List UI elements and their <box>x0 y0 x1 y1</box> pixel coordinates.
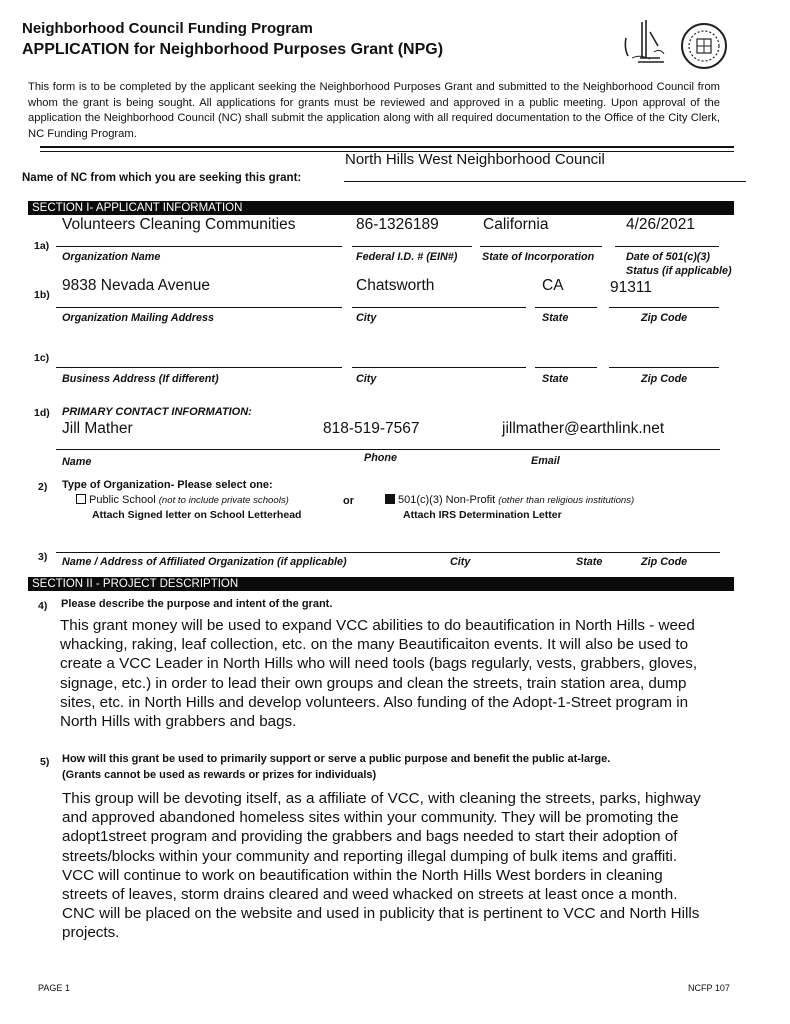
q4-text: Please describe the purpose and intent of the grant. <box>61 598 333 610</box>
section-2-header: SECTION II - PROJECT DESCRIPTION <box>28 577 734 591</box>
mailing-address-label: Organization Mailing Address <box>62 312 214 324</box>
business-address-label: Business Address (If different) <box>62 373 219 385</box>
contact-email-label: Email <box>531 455 560 467</box>
contact-phone-label: Phone <box>364 452 397 464</box>
business-zip-label: Zip Code <box>641 373 688 385</box>
business-city-label: City <box>356 373 377 385</box>
or-text: or <box>343 495 354 507</box>
primary-contact-heading: PRIMARY CONTACT INFORMATION: <box>62 406 252 418</box>
public-school-attach: Attach Signed letter on School Letterhead <box>92 509 302 521</box>
row-2-number: 2) <box>38 481 48 493</box>
contact-name-value[interactable]: Jill Mather <box>62 420 133 437</box>
affiliated-zip-label: Zip Code <box>641 556 688 568</box>
program-title: Neighborhood Council Funding Program <box>22 20 313 37</box>
row-1a-number: 1a) <box>34 240 50 252</box>
form-id: NCFP 107 <box>688 983 730 993</box>
q5-text-1: How will this grant be used to primarily support or serve a public purpose and benefit the public at-large. <box>62 753 611 765</box>
business-city-field[interactable] <box>352 367 526 368</box>
contact-name-label: Name <box>62 456 92 468</box>
public-school-label: Public School <box>89 494 156 506</box>
row-3-number: 3) <box>38 551 48 563</box>
org-name-value[interactable]: Volunteers Cleaning Communities <box>62 216 296 233</box>
public-school-option[interactable] <box>76 494 289 506</box>
contact-email-value[interactable]: jillmather@earthlink.net <box>502 420 665 437</box>
q4-number: 4) <box>38 600 48 612</box>
row-1c-number: 1c) <box>34 352 50 364</box>
nc-name-label: Name of NC from which you are seeking this grant: <box>22 172 302 184</box>
business-state-field[interactable] <box>535 367 597 368</box>
state-value[interactable]: CA <box>542 277 564 294</box>
public-school-checkbox[interactable] <box>76 494 86 504</box>
city-value[interactable]: Chatsworth <box>356 277 435 294</box>
nonprofit-note: (other than religious institutions) <box>498 495 635 506</box>
affiliated-state-label: State <box>576 556 603 568</box>
date-501c3-label: Date of 501(c)(3) <box>626 251 710 263</box>
form-title: APPLICATION for Neighborhood Purposes Grant (NPG) <box>22 41 444 58</box>
row-1d-number: 1d) <box>34 407 50 419</box>
org-name-label: Organization Name <box>62 251 161 263</box>
business-state-label: State <box>542 373 569 385</box>
city-hall-sketch-icon <box>620 18 672 66</box>
city-label: City <box>356 312 377 324</box>
page-number: PAGE 1 <box>38 983 70 993</box>
affiliated-city-label: City <box>450 556 471 568</box>
nc-name-line <box>344 181 746 182</box>
q5-number: 5) <box>40 756 50 768</box>
date-501c3-label-2: Status (if applicable) <box>626 265 732 277</box>
affiliated-org-field[interactable] <box>56 552 720 553</box>
public-school-note: (not to include private schools) <box>158 495 289 506</box>
nonprofit-label: 501(c)(3) Non-Profit <box>398 494 496 506</box>
org-type-heading: Type of Organization- Please select one: <box>62 479 273 491</box>
business-zip-field[interactable] <box>609 367 719 368</box>
nonprofit-attach: Attach IRS Determination Letter <box>403 509 562 521</box>
contact-phone-value[interactable]: 818-519-7567 <box>323 420 420 437</box>
affiliated-org-label: Name / Address of Affiliated Organization (if applicable) <box>62 556 347 568</box>
state-label: State <box>542 312 569 324</box>
q4-answer[interactable]: This grant money will be used to expand VCC abilities to do beautification in North Hills - weed whacking, raking, leaf collection, etc. on the many Beautificaiton events. It will also be used to create a VCC Leader in North Hills who will need tools (bags regularly, vests, grabbers, gloves, signage, etc.) in order to lead their own groups and clean the streets, train station area, dump sites, etc. in North Hills and develop volunteers. Also funding of the Adopt-1-Street program in North Hills with grabbers and bags. <box>60 617 698 731</box>
q5-text-2: (Grants cannot be used as rewards or prizes for individuals) <box>62 769 377 781</box>
intro-text: This form is to be completed by the applicant seeking the Neighborhood Purposes Grant and submitted to the Neighborhood Council from whom the grant is being sought. All applications for grants must be reviewed and approved in a public meeting. Upon approval of the application the Neighborhood Council (NC) shall submit the application along with all required documentation to the Office of the City Clerk, NC Funding Program. <box>28 81 720 140</box>
city-seal-icon <box>680 22 728 70</box>
state-of-incorporation-label: State of Incorporation <box>482 251 595 263</box>
zip-value[interactable]: 91311 <box>610 279 652 296</box>
nonprofit-checkbox[interactable] <box>385 494 395 504</box>
zip-label: Zip Code <box>641 312 688 324</box>
state-of-incorporation-value[interactable]: California <box>483 216 549 233</box>
q5-answer[interactable]: This group will be devoting itself, as a affiliate of VCC, with cleaning the streets, parks, highway and approved abandoned homeless sites within your community. They will be promoting the adopt1street program and providing the grabbers and bags needed to start their adoption of streets/blocks within your community and reporting illegal dumping of bulk items and graffiti. VCC will continue to work on beautification within the North Hills West borders in cleaning streets of leaves, storm drains cleared and weed whacked on streets at least once a month. CNC will be placed on the website and used in publicity that is pertinent to VCC and North Hills projects. <box>62 790 701 942</box>
business-address-field[interactable] <box>56 367 342 368</box>
date-501c3-value[interactable]: 4/26/2021 <box>626 216 695 233</box>
mailing-address-value[interactable]: 9838 Nevada Avenue <box>62 277 210 294</box>
row-1b-number: 1b) <box>34 289 50 301</box>
nc-name-value[interactable]: North Hills West Neighborhood Council <box>345 151 605 168</box>
ein-label: Federal I.D. # (EIN#) <box>356 251 458 263</box>
ein-value[interactable]: 86-1326189 <box>356 216 439 233</box>
section-1-header: SECTION I- APPLICANT INFORMATION <box>28 201 734 215</box>
nonprofit-option[interactable] <box>385 494 634 506</box>
